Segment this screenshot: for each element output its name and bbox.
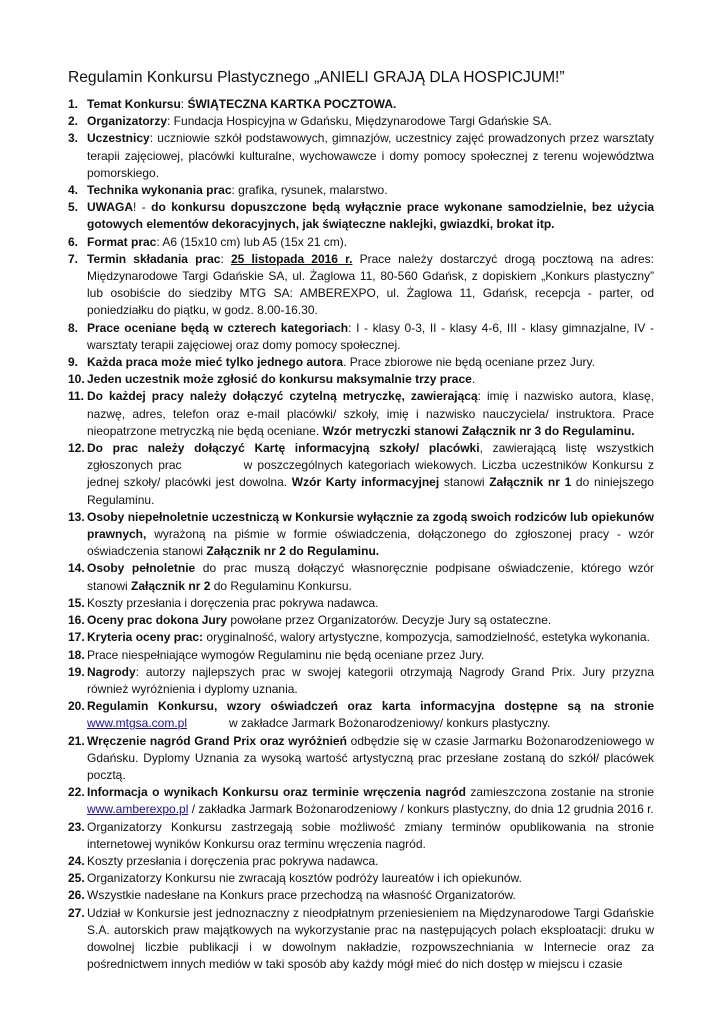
rule-heading: Nagrody [87, 664, 136, 679]
rule-item [0, 784, 724, 818]
rule-item [0, 560, 724, 594]
rule-text: w poszczególnych kategoriach wiekowych. Liczba uczestników Konkursu z jednej szkoły/ placówki jest dowolna. [87, 458, 654, 490]
rule-text: Prace niespełniające wymogów Regulaminu nie będą oceniane przez Jury. [87, 647, 485, 662]
rule-heading: Organizatorzy [87, 114, 168, 129]
rule-text: Organizatorzy Konkursu nie zwracają kosztów podróży laureatów i ich opiekunów. [87, 871, 522, 886]
rule-emphasis: Załącznik nr 2 [131, 578, 211, 593]
deadline-date: 25 listopada 2016 r. [230, 251, 353, 266]
rule-heading: Jeden uczestnik może zgłosić do konkursu maksymalnie trzy prace [87, 372, 472, 387]
rule-item [0, 182, 724, 199]
rule-number: 18. [68, 647, 85, 662]
rule-item [0, 113, 724, 130]
rule-number: 26. [68, 888, 85, 903]
rule-text: wyrażoną na piśmie w formie oświadczenia, dołączonego do zgłoszonej pracy - wzór oświadczenia stanowi [87, 527, 654, 559]
rule-item [0, 629, 724, 646]
rule-number: 7. [68, 251, 79, 266]
rule-text: : I - klasy 0-3, II - klasy 4-6, III - klasy gimnazjalne, IV - warsztaty terapii zajęciowej oraz domy pomocy społecznej. [87, 320, 654, 352]
rule-item [0, 234, 724, 251]
rule-heading: Wręczenie nagród Grand Prix oraz wyróżnień [87, 733, 347, 748]
rule-item [0, 371, 724, 388]
rule-heading: Regulamin Konkursu, wzory oświadczeń oraz karta informacyjna dostępne są na stronie [87, 699, 654, 714]
rule-text: do prac muszą dołączyć własnoręcznie podpisane oświadczenie, którego wzór stanowi [87, 561, 655, 593]
rule-text: Koszty przesłania i doręczenia prac pokrywa nadawca. [87, 595, 379, 610]
rule-heading: Do każdej pracy należy dołączyć czytelną metryczkę, zawierającą [87, 389, 478, 404]
rule-number: 27. [68, 905, 85, 920]
rule-heading: Do prac należy dołączyć Kartę informacyjną szkoły/ placówki [87, 441, 480, 456]
rule-number: 8. [68, 320, 79, 335]
rule-heading: Temat Konkursu [87, 97, 181, 111]
rule-heading: Prace oceniane będą w czterech kategoriach [87, 320, 349, 335]
rule-heading: Termin składania prac [87, 251, 221, 266]
rule-item [0, 905, 724, 974]
rule-item [0, 440, 724, 509]
rule-text: . [471, 372, 476, 387]
rule-number: 21. [68, 733, 85, 748]
rule-text: do Regulaminu Konkursu. [210, 578, 352, 593]
rule-heading: Uczestnicy [87, 131, 150, 146]
rule-number: 3. [68, 131, 79, 146]
rule-number: 19. [68, 664, 85, 679]
rule-heading: Technika wykonania prac [87, 183, 232, 198]
rule-item [0, 647, 724, 664]
rule-text: : imię i nazwisko autora, klasę, nazwę, adres, telefon oraz e-mail placówki/ szkoły, imię i nazwisko nauczyciela/ instruktora. Prace nieopatrzone metryczką nie będą oceniane. [87, 389, 654, 438]
rule-text: . Prace zbiorowe nie będą oceniane przez Jury. [343, 355, 595, 370]
rule-emphasis: Wzór Karty informacyjnej [291, 475, 440, 490]
rule-item [0, 733, 724, 785]
rule-item [0, 664, 724, 698]
rule-heading: UWAGA [87, 200, 133, 215]
rule-heading: Osoby niepełnoletnie uczestniczą w Konkursie wyłącznie za zgodą swoich rodziców lub opiekunów prawnych, [87, 509, 654, 542]
rule-number: 10. [68, 372, 85, 387]
rule-emphasis: do konkursu dopuszczone będą wyłącznie prace wykonane samodzielnie, bez użycia gotowych elementów dekoracyjnych, jak świąteczne naklejki, gwiazdki, brokat itp. [87, 200, 654, 232]
rule-item [0, 819, 724, 853]
rule-item [0, 870, 724, 887]
rule-number: 6. [68, 234, 79, 249]
rule-item [0, 887, 724, 904]
rule-item [0, 698, 724, 732]
rule-heading: Format prac [87, 234, 157, 249]
rule-heading: Informacja o wynikach Konkursu oraz terminie wręczenia nagród [87, 785, 466, 800]
rule-heading: Kryteria oceny prac: [87, 630, 204, 645]
rule-text: Organizatorzy Konkursu zastrzegają sobie możliwość zmiany terminów opublikowania na stronie internetowej wyników Konkursu oraz terminu wręczenia nagród. [87, 819, 654, 851]
rule-item [0, 853, 724, 870]
rule-text: / zakładka Jarmark Bożonarodzeniowy / konkurs plastyczny, do dnia 12 grudnia 2016 r. [188, 802, 654, 817]
rules-list [0, 96, 724, 973]
rule-number: 16. [68, 613, 85, 628]
rule-number: 1. [68, 97, 79, 111]
rule-item [0, 612, 724, 629]
rule-emphasis: Wzór metryczki stanowi Załącznik nr 3 do Regulaminu. [322, 423, 635, 438]
rule-item [0, 199, 724, 233]
rule-item [0, 354, 724, 371]
rule-text: Wszystkie nadesłane na Konkurs prace przechodzą na własność Organizatorów. [87, 888, 516, 903]
rule-number: 20. [68, 699, 85, 714]
rule-number: 25. [68, 871, 85, 886]
rule-emphasis: ŚWIĄTECZNA KARTKA POCZTOWA. [187, 97, 397, 111]
rule-text: stanowi [439, 475, 490, 490]
rule-text: oryginalność, walory artystyczne, kompozycja, samodzielność, estetyka wykonania. [203, 630, 650, 645]
rule-text: Koszty przesłania i doręczenia prac pokrywa nadawca. [87, 853, 379, 868]
rule-heading: Każda praca może mieć tylko jednego autora [87, 355, 344, 370]
rule-text: : [220, 251, 231, 266]
rule-number: 13. [68, 509, 85, 524]
rule-item [0, 509, 724, 561]
amberexpo-link[interactable]: www.amberexpo.pl [87, 802, 189, 817]
rule-text: zamieszczona zostanie na stronie [465, 785, 655, 800]
rule-text: , zawierającą listę wszystkich zgłoszonych prac [87, 441, 654, 473]
rule-text: do niniejszego Regulaminu. [87, 475, 654, 507]
rule-text: Prace należy dostarczyć drogą pocztową na adres: Międzynarodowe Targi Gdańskie SA, ul. Żaglowa 11, 80-560 Gdańsk, z dopiskiem „Konkurs plastyczny” lub osobiście do siedziby MTG SA: AMBEREXPO, ul. Żaglowa 11, Gdańsk, recepcja - parter, od poniedziałku do piątku, w godz. 8.00-16.30. [87, 251, 654, 318]
rule-heading: Osoby pełnoletnie [87, 561, 196, 576]
rule-number: 22. [68, 785, 85, 800]
rule-text: ! - [133, 200, 152, 215]
rule-number: 15. [68, 595, 85, 610]
rule-text: Udział w Konkursie jest jednoznaczny z nieodpłatnym przeniesieniem na Międzynarodowe Targi Gdańskie S.A. autorskich praw majątkowych na wykorzystanie prac na następujących polach eksploatacji: druku w dowolnej liczbie publikacji i w dowolnym nakładzie, rozpowszechniania w Internecie oraz za pośrednictwem innych mediów w taki sposób aby każdy mógł mieć do nich dostęp w miejscu i czasie [87, 905, 654, 972]
rule-text: powołane przez Organizatorów. Decyzje Jury są ostateczne. [227, 613, 552, 628]
rule-text: : grafika, rysunek, malarstwo. [231, 183, 388, 198]
rule-number: 14. [68, 561, 85, 576]
rule-heading: Oceny prac dokona Jury [87, 613, 228, 628]
rule-number: 23. [68, 819, 85, 834]
rule-text: : A6 (15x10 cm) lub A5 (15x 21 cm). [156, 234, 348, 249]
rule-number: 5. [68, 200, 79, 215]
rule-number: 2. [68, 114, 79, 129]
rule-item [0, 251, 724, 320]
rule-text: odbędzie się w czasie Jarmarku Bożonarodzeniowego w Gdańsku. Dyplomy Uznania za wysoką wartość artystyczną prac przesłane zostaną do szkół/ placówek pocztą. [87, 733, 654, 782]
rule-number: 24. [68, 853, 85, 868]
rule-emphasis: Załącznik nr 2 do Regulaminu. [206, 544, 380, 559]
rule-item [0, 130, 724, 182]
mtgsa-link[interactable]: www.mtgsa.com.pl [87, 716, 188, 731]
rule-item [0, 595, 724, 612]
rule-number: 9. [68, 355, 79, 370]
rule-item [0, 320, 724, 354]
rule-number: 4. [68, 183, 79, 198]
rule-text: : autorzy najlepszych prac w swojej kategorii otrzymają Nagrody Grand Prix. Jury przyzna również wyróżnienia i dyplomy uznania. [87, 664, 654, 696]
rule-number: 17. [68, 630, 85, 645]
rule-text: : Fundacja Hospicyjna w Gdańsku, Międzynarodowe Targi Gdańskie SA. [167, 114, 552, 129]
rule-number: 11. [68, 389, 85, 404]
rule-text: : [180, 97, 188, 111]
rule-text: w zakładce Jarmark Bożonarodzeniowy/ konkurs plastyczny. [229, 716, 551, 731]
rule-text: : uczniowie szkół podstawowych, gimnazjów, uczestnicy zajęć prowadzonych przez warsztaty terapii zajęciowej, placówki kulturalne, wychowawcze i domy pomocy społecznej z terenu województwa pomorskiego. [87, 131, 654, 180]
document-title: Regulamin Konkursu Plastycznego „ANIELI GRAJĄ DLA HOSPICJUM!” [68, 69, 565, 86]
rule-item [0, 388, 724, 440]
rule-emphasis: Załącznik nr 1 [489, 475, 572, 490]
rule-number: 12. [68, 441, 85, 456]
rule-item [0, 96, 724, 113]
